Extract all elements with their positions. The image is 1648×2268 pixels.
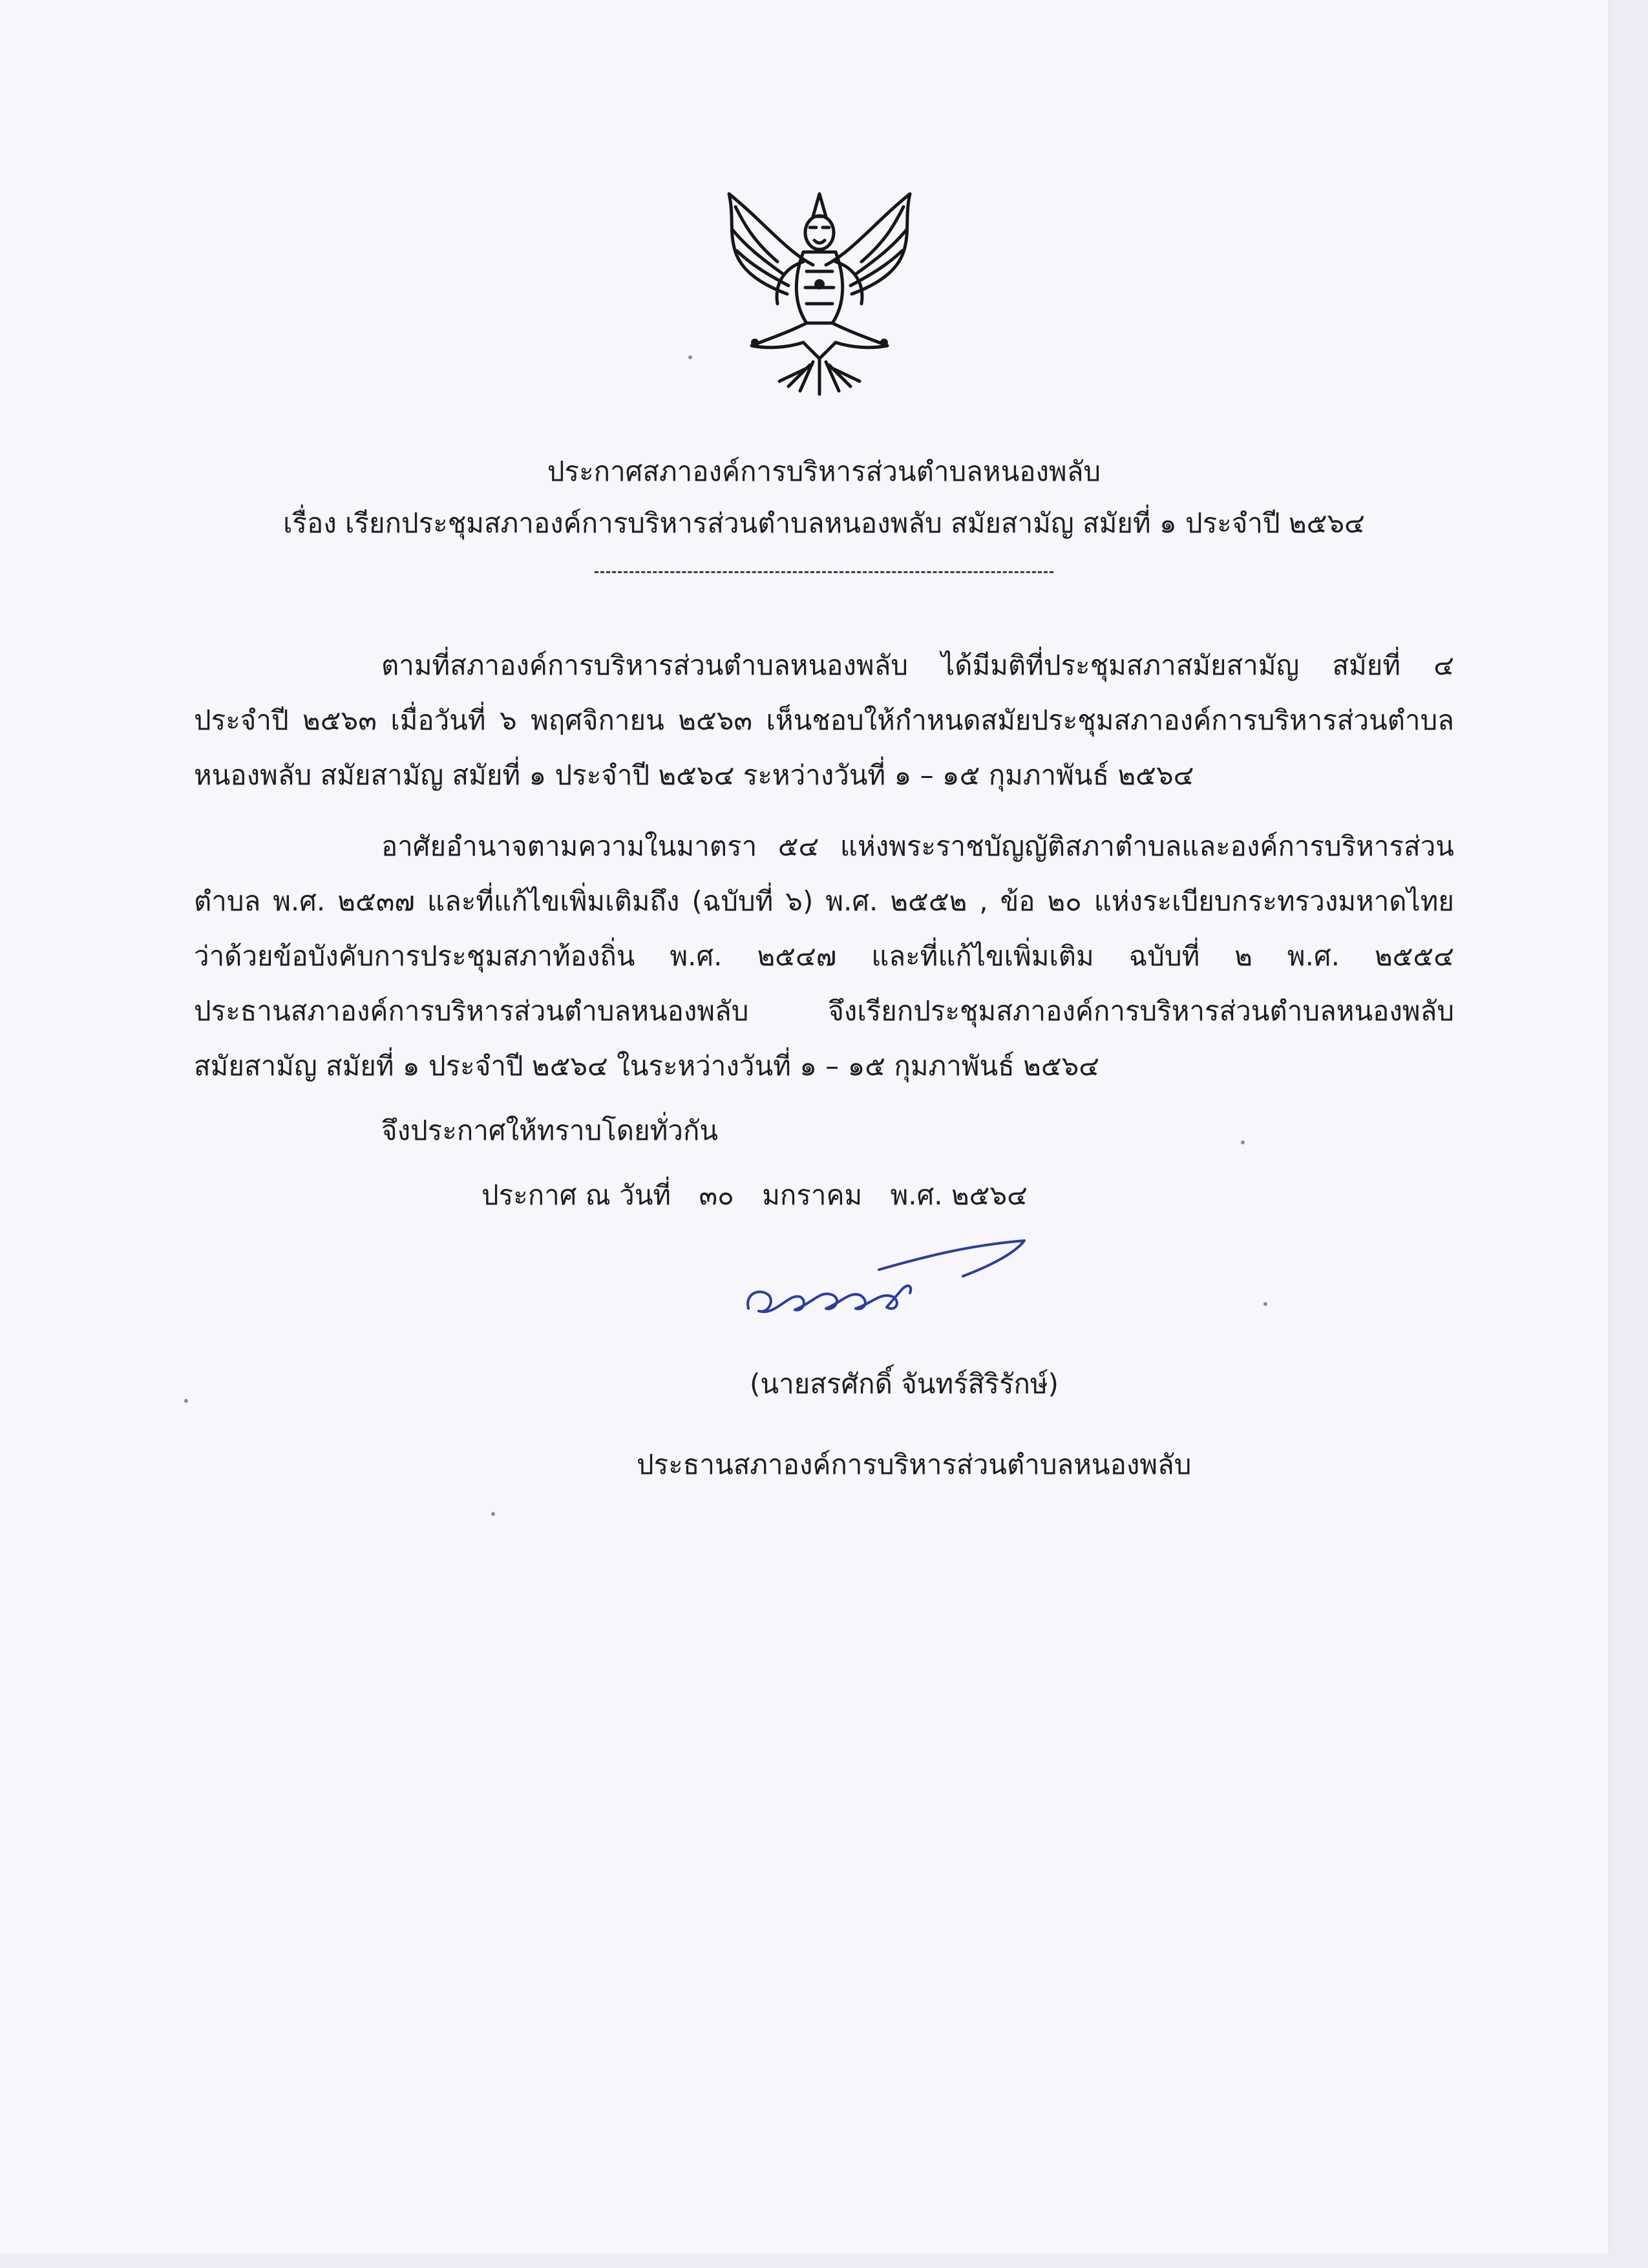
signer-name: (นายสรศักดิ์ จันทร์สิริรักษ์) bbox=[750, 1368, 1059, 1400]
scan-speck bbox=[184, 1399, 188, 1403]
announce-date bbox=[481, 1176, 1047, 1215]
paragraph-2-line-2: ตำบล พ.ศ. ๒๕๓๗ และที่แก้ไขเพิ่มเติมถึง (ฉบับที่ ๖) พ.ศ. ๒๕๕๒ , ข้อ ๒๐ แห่งระเบียบกระทรวงมหาดไทย bbox=[194, 885, 1454, 917]
scan-speck bbox=[688, 355, 692, 359]
paragraph-2-line-5: สมัยสามัญ สมัยที่ ๑ ประจำปี ๒๕๖๔ ในระหว่างวันที่ ๑ – ๑๕ กุมภาพันธ์ ๒๕๖๔ bbox=[194, 1050, 1100, 1082]
page-edge bbox=[1609, 0, 1648, 2268]
announce-date-month: มกราคม bbox=[762, 1179, 863, 1211]
document-heading: ประกาศสภาองค์การบริหารส่วนตำบลหนองพลับ bbox=[547, 456, 1101, 487]
announce-date-day: ๓๐ bbox=[699, 1179, 734, 1211]
announce-date-prefix: ประกาศ ณ วันที่ bbox=[481, 1179, 671, 1211]
signature-mark bbox=[743, 1231, 1028, 1334]
closing-statement: จึงประกาศให้ทราบโดยทั่วกัน bbox=[381, 1115, 719, 1146]
paragraph-1-line-3: หนองพลับ สมัยสามัญ สมัยที่ ๑ ประจำปี ๒๕๖๔ ระหว่างวันที่ ๑ – ๑๕ กุมภาพันธ์ ๒๕๖๔ bbox=[194, 759, 1194, 791]
announce-date-year: พ.ศ. ๒๕๖๔ bbox=[890, 1179, 1028, 1211]
paragraph-2-line-4: ประธานสภาองค์การบริหารส่วนตำบลหนองพลับ จึงเรียกประชุมสภาองค์การบริหารส่วนตำบลหนองพลับ bbox=[194, 995, 1454, 1027]
signer-position: ประธานสภาองค์การบริหารส่วนตำบลหนองพลับ bbox=[637, 1449, 1192, 1480]
scan-speck bbox=[1241, 1140, 1245, 1144]
scan-speck bbox=[491, 1512, 495, 1516]
document-subject: เรื่อง เรียกประชุมสภาองค์การบริหารส่วนตำบลหนองพลับ สมัยสามัญ สมัยที่ ๑ ประจำปี ๒๕๖๔ bbox=[283, 507, 1365, 539]
paragraph-2-line-1: อาศัยอำนาจตามความในมาตรา ๕๔ แห่งพระราชบัญญัติสภาตำบลและองค์การบริหารส่วน bbox=[381, 830, 1454, 862]
page-bottom-edge bbox=[0, 2254, 1648, 2268]
separator-line bbox=[595, 571, 1053, 573]
paragraph-1-line-2: ประจำปี ๒๕๖๓ เมื่อวันที่ ๖ พฤศจิกายน ๒๕๖๓ เห็นชอบให้กำหนดสมัยประชุมสภาองค์การบริหารส่วนตำบล bbox=[194, 704, 1454, 736]
paragraph-1-line-1: ตามที่สภาองค์การบริหารส่วนตำบลหนองพลับ ได้มีมติที่ประชุมสภาสมัยสามัญ สมัยที่ ๔ bbox=[381, 649, 1454, 681]
scan-speck bbox=[1263, 1302, 1267, 1306]
paragraph-2-line-3: ว่าด้วยข้อบังคับการประชุมสภาท้องถิ่น พ.ศ. ๒๕๔๗ และที่แก้ไขเพิ่มเติม ฉบับที่ ๒ พ.ศ. ๒๕๕๔ bbox=[194, 940, 1454, 972]
garuda-emblem-icon bbox=[716, 181, 923, 404]
